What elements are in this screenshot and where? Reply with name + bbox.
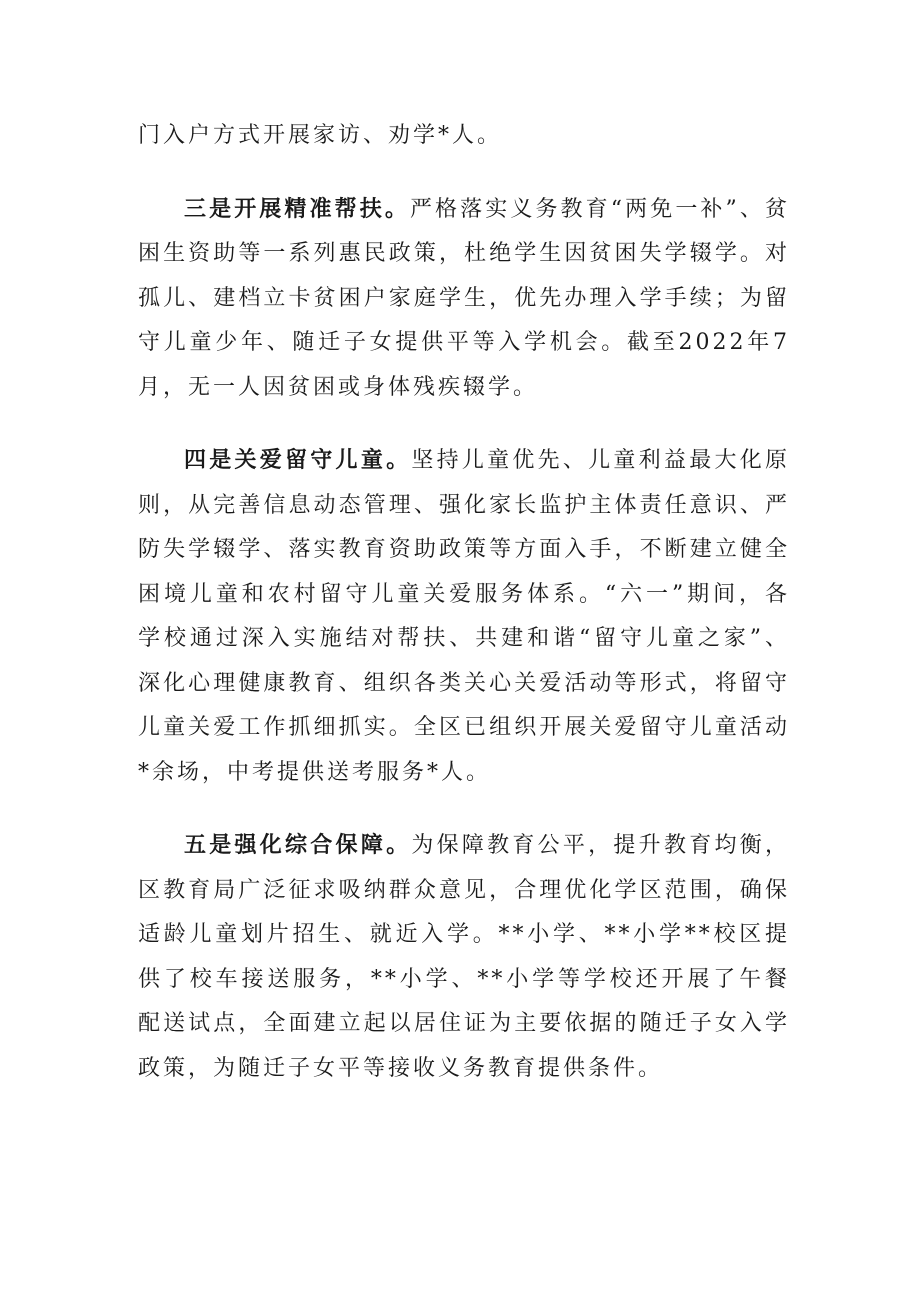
paragraph-text: 坚持儿童优先、儿童利益最大化原则，从完善信息动态管理、强化家长监护主体责任意识、严防失学辍学、落实教育资助政策等方面入手，不断建立健全困境儿童和农村留守儿童关爱服务体系。“六一”期间，各学校通过深入实施结对帮扶、共建和谐“留守儿童之家”、深化心理健康教育、组织各类关心关爱活动等形式，将留守儿童关爱工作抓细抓实。全区已组织开展关爱留守儿童活动*余场，中考提供送考服务*人。 xyxy=(138,448,790,785)
paragraph-comprehensive-support xyxy=(138,823,790,1091)
document-body xyxy=(138,114,790,1091)
paragraph-heading: 四是关爱留守儿童。 xyxy=(184,447,412,473)
paragraph-heading: 三是开展精准帮扶。 xyxy=(184,195,410,222)
paragraph-continuation xyxy=(138,114,790,159)
paragraph-heading: 五是强化综合保障。 xyxy=(184,832,412,858)
paragraph-text: 门入户方式开展家访、劝学*人。 xyxy=(138,123,503,148)
paragraph-left-behind-children xyxy=(138,438,790,795)
paragraph-precise-assistance xyxy=(138,187,790,411)
paragraph-text: 严格落实义务教育“两免一补”、贫困生资助等一系列惠民政策，杜绝学生因贫困失学辍学。对孤儿、建档立卡贫困户家庭学生，优先办理入学手续；为留守儿童少年、随迁子女提供平等入学机会。截至2022年7月，无一人因贫困或身体残疾辍学。 xyxy=(138,196,790,400)
paragraph-text: 为保障教育公平，提升教育均衡，区教育局广泛征求吸纳群众意见，合理优化学区范围，确保适龄儿童划片招生、就近入学。**小学、**小学**校区提供了校车接送服务，**小学、**小学等学校还开展了午餐配送试点，全面建立起以居住证为主要依据的随迁子女入学政策，为随迁子女平等接收义务教育提供条件。 xyxy=(138,833,790,1081)
